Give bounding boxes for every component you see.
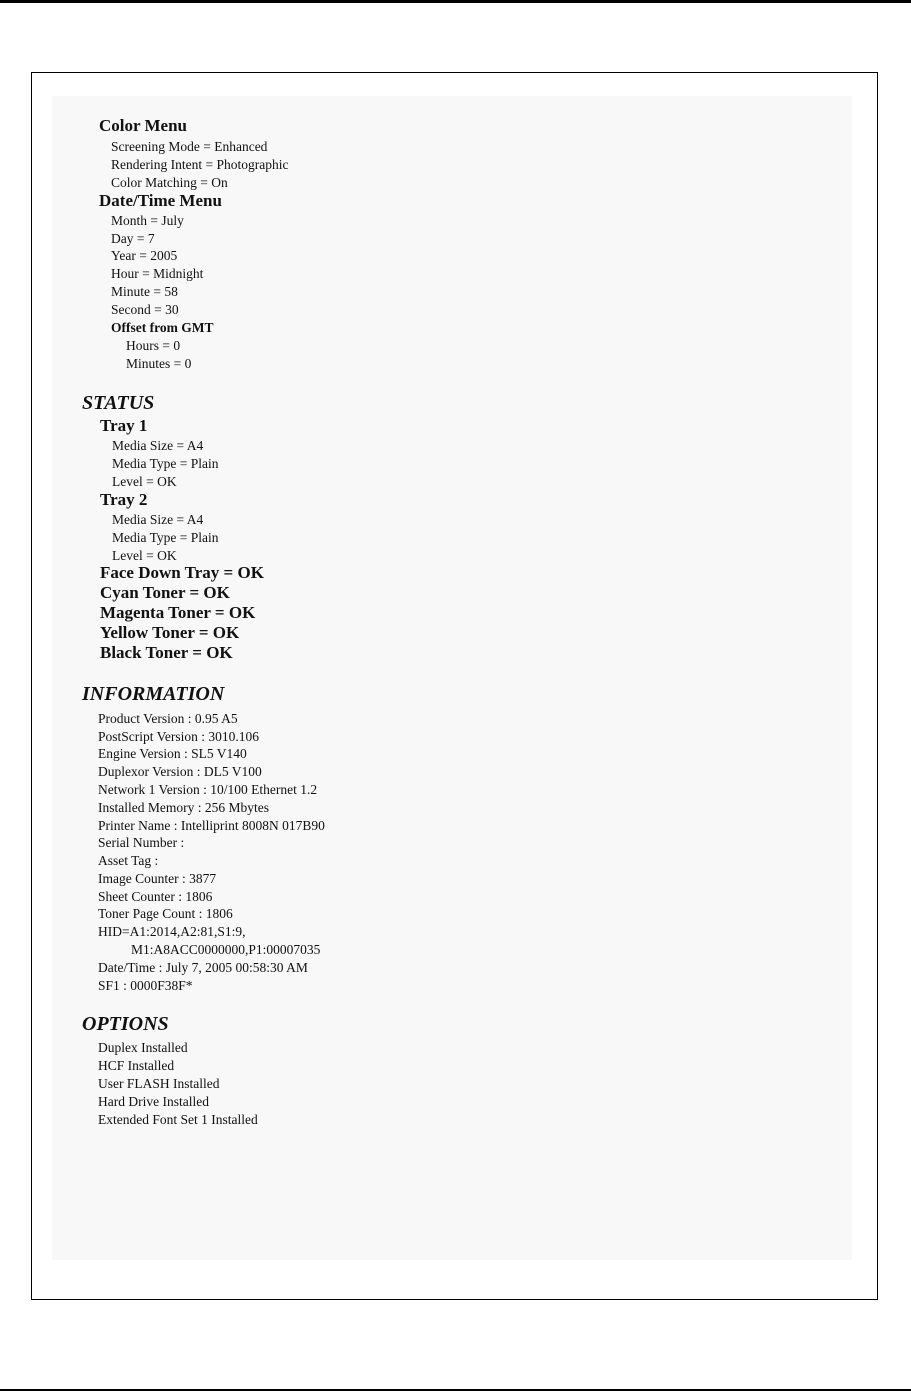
color-menu-heading: Color Menu: [99, 116, 187, 135]
info-line: Duplexor Version : DL5 V100: [98, 764, 262, 779]
datetime-menu-heading: Date/Time Menu: [99, 191, 222, 210]
color-menu-item: Color Matching = On: [111, 175, 228, 190]
info-line: M1:A8ACC0000000,P1:00007035: [131, 942, 321, 957]
header-rule: [0, 0, 911, 3]
black-toner-status: Black Toner = OK: [100, 643, 233, 662]
info-line: Product Version : 0.95 A5: [98, 711, 238, 726]
option-line: Duplex Installed: [98, 1040, 188, 1055]
datetime-item: Day = 7: [111, 231, 155, 246]
footer-rule: [0, 1389, 911, 1391]
datetime-item: Month = July: [111, 213, 184, 228]
tray2-item: Media Type = Plain: [112, 530, 219, 545]
tray1-item: Media Size = A4: [112, 438, 204, 453]
offset-item: Minutes = 0: [126, 356, 192, 371]
info-line: Toner Page Count : 1806: [98, 906, 233, 921]
tray2-item: Level = OK: [112, 548, 177, 563]
option-line: HCF Installed: [98, 1058, 175, 1073]
info-line: Sheet Counter : 1806: [98, 889, 213, 904]
info-line: Engine Version : SL5 V140: [98, 746, 247, 761]
info-line: PostScript Version : 3010.106: [98, 729, 260, 744]
tray1-item: Media Type = Plain: [112, 456, 219, 471]
info-line: Installed Memory : 256 Mbytes: [98, 800, 269, 815]
offset-item: Hours = 0: [126, 338, 181, 353]
tray2-item: Media Size = A4: [112, 512, 204, 527]
info-line: Network 1 Version : 10/100 Ethernet 1.2: [98, 782, 318, 797]
status-heading: STATUS: [82, 392, 155, 414]
face-down-tray-status: Face Down Tray = OK: [100, 563, 264, 582]
color-menu-item: Rendering Intent = Photographic: [111, 157, 289, 172]
tray1-heading: Tray 1: [100, 416, 148, 435]
info-line: HID=A1:2014,A2:81,S1:9,: [98, 924, 246, 939]
tray1-item: Level = OK: [112, 474, 177, 489]
option-line: Extended Font Set 1 Installed: [98, 1112, 258, 1127]
cyan-toner-status: Cyan Toner = OK: [100, 583, 230, 602]
option-line: User FLASH Installed: [98, 1076, 220, 1091]
info-line: SF1 : 0000F38F*: [98, 978, 193, 993]
info-line: Date/Time : July 7, 2005 00:58:30 AM: [98, 960, 308, 975]
information-heading: INFORMATION: [82, 683, 225, 705]
info-line: Printer Name : Intelliprint 8008N 017B90: [98, 818, 325, 833]
option-line: Hard Drive Installed: [98, 1094, 209, 1109]
color-menu-item: Screening Mode = Enhanced: [111, 139, 268, 154]
datetime-item: Minute = 58: [111, 284, 178, 299]
datetime-item: Year = 2005: [111, 248, 178, 263]
options-heading: OPTIONS: [82, 1013, 169, 1035]
datetime-item: Second = 30: [111, 302, 179, 317]
tray2-heading: Tray 2: [100, 490, 148, 509]
yellow-toner-status: Yellow Toner = OK: [100, 623, 240, 642]
info-line: Asset Tag :: [98, 853, 159, 868]
datetime-item: Hour = Midnight: [111, 266, 204, 281]
info-line: Serial Number :: [98, 835, 185, 850]
offset-heading: Offset from GMT: [111, 320, 214, 335]
magenta-toner-status: Magenta Toner = OK: [100, 603, 256, 622]
info-line: Image Counter : 3877: [98, 871, 217, 886]
